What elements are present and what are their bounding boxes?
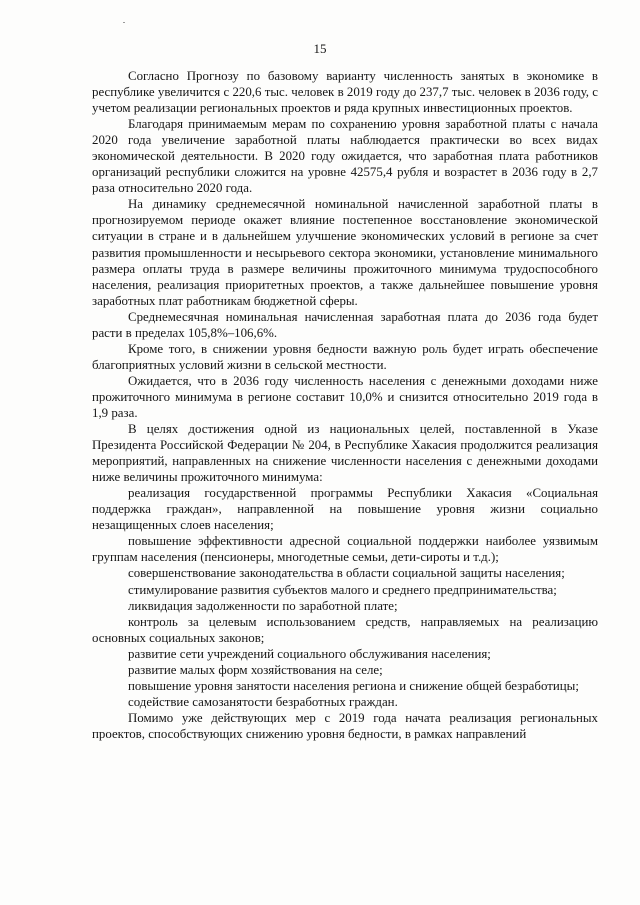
list-item: ликвидация задолженности по заработной плате; — [128, 598, 398, 613]
list-item: совершенствование законодательства в области социальной защиты населения; — [128, 566, 565, 581]
paragraph-wage-growth: Благодаря принимаемым мерам по сохранению уровня заработной платы с начала 2020 года увеличение заработной платы наблюдается практически во всех видах экономической деятельности. В 2020 году ожидается, что заработная плата работников организаций республики сложится на уровне 42575,4 рубля и возрастет в 2036 году в 2,7 раза относительно 2020 года. — [92, 117, 598, 196]
list-item: повышение уровня занятости населения региона и снижение общей безработицы; — [128, 678, 579, 693]
list-item: развитие сети учреждений социального обслуживания населения; — [128, 646, 491, 661]
list-item: контроль за целевым использованием средств, направляемых на реализацию основных социальных законов; — [92, 614, 598, 645]
paragraph-national-goals: В целях достижения одной из национальных целей, поставленной в Указе Президента Российской Федерации № 204, в Республике Хакасия продолжится реализация мероприятий, направленных на снижение численности населения с денежными доходами ниже величины прожиточного минимума: — [92, 422, 598, 485]
list-item: реализация государственной программы Республики Хакасия «Социальная поддержка граждан», направленной на повышение уровня жизни социально незащищенных слоев населения; — [92, 486, 598, 533]
list-item: развитие малых форм хозяйствования на селе; — [128, 662, 383, 677]
list-item: стимулирование развития субъектов малого и среднего предпринимательства; — [128, 582, 557, 597]
paragraph-rural-conditions: Кроме того, в снижении уровня бедности важную роль будет играть обеспечение благоприятных условий жизни в сельской местности. — [92, 341, 598, 372]
document-body — [92, 68, 598, 742]
scan-speck — [123, 22, 125, 23]
list-item: повышение эффективности адресной социальной поддержки наиболее уязвимым группам населения (пенсионеры, многодетные семьи, дети-сироты и т.д.); — [92, 534, 598, 565]
list-item: содействие самозанятости безработных граждан. — [128, 694, 398, 709]
paragraph-poverty-forecast: Ожидается, что в 2036 году численность населения с денежными доходами ниже прожиточного минимума в регионе составит 10,0% и снизится относительно 2019 года в 1,9 раза. — [92, 373, 598, 420]
paragraph-wage-dynamics: На динамику среднемесячной номинальной начисленной заработной платы в прогнозируемом периоде окажет влияние постепенное восстановление экономической ситуации в стране и в дальнейшем улучшение экономических условий в регионе за счет развития промышленности и несырьевого сектора экономики, установление минимального размера оплаты труда в размере величины прожиточного минимума трудоспособного населения, реализация приоритетных проектов, а также дальнейшее повышение уровня заработных плат работникам бюджетной сферы. — [92, 197, 598, 308]
paragraph-wage-range: Среднемесячная номинальная начисленная заработная плата до 2036 года будет расти в пределах 105,8%–106,6%. — [92, 309, 598, 340]
page-number: 15 — [313, 41, 327, 56]
paragraph-regional-projects: Помимо уже действующих мер с 2019 года начата реализация региональных проектов, способствующих снижению уровня бедности, в рамках направлений — [92, 710, 598, 741]
paragraph-forecast-employment: Согласно Прогнозу по базовому варианту численность занятых в экономике в республике увеличится с 220,6 тыс. человек в 2019 году до 237,7 тыс. человек в 2036 году, с учетом реализации региональных проектов и ряда крупных инвестиционных проектов. — [92, 69, 598, 116]
